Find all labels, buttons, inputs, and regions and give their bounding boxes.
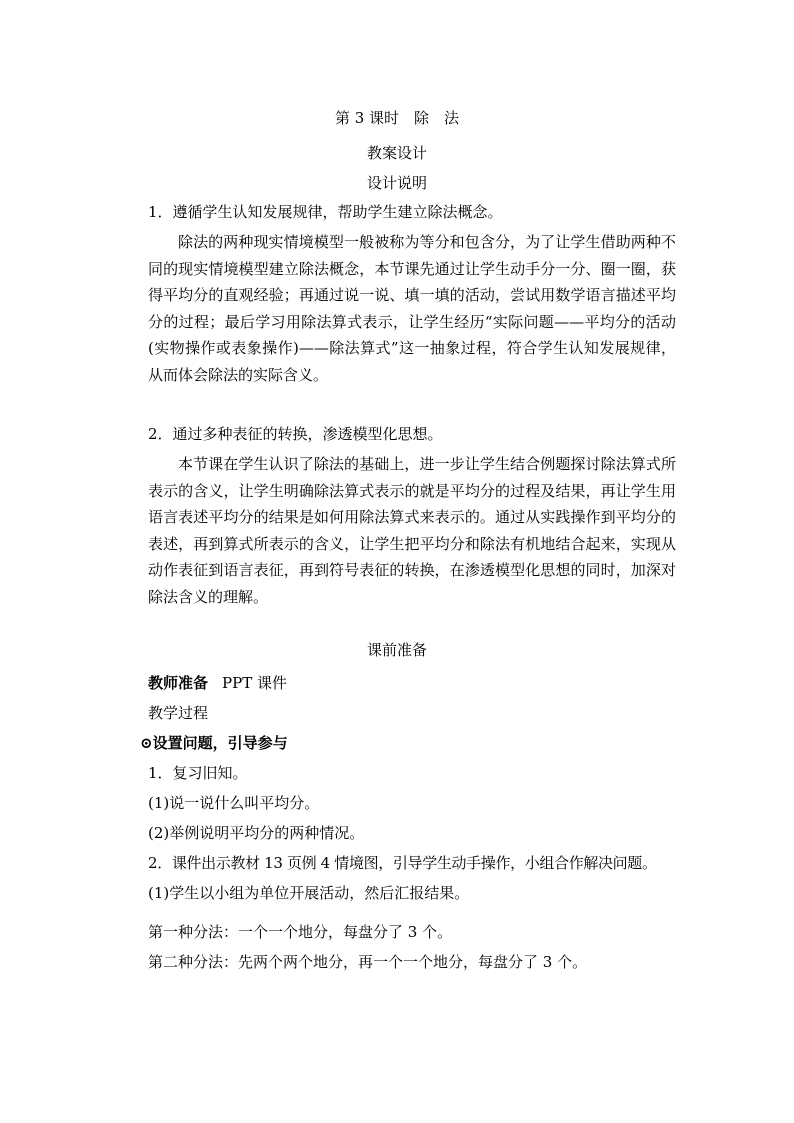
step2-1: (1)学生以小组为单位开展活动，然后汇报结果。 bbox=[148, 884, 470, 902]
process-heading: 教学过程 bbox=[148, 704, 209, 722]
heading-explain: 设计说明 bbox=[366, 174, 427, 192]
teacher-prep-value: PPT 课件 bbox=[222, 674, 287, 692]
heading-prep: 课前准备 bbox=[366, 641, 427, 659]
point2-text: 本节课在学生认识了除法的基础上，进一步让学生结合例题探讨除法算式所表示的含义，让学生明确除法算式表示的就是平均分的过程及结果，再让学生用语言表述平均分的结果是如何用除法算式来表示的。通过从实践操作到平均分的表述，再到算式所表示的含义，让学生把平均分和除法有机地结合起来，实现从动作表征到语言表征，再到符号表征的转换，在渗透模型化思想的同时，加深对除法含义的理解。 bbox=[148, 455, 676, 606]
heading-plan: 教案设计 bbox=[366, 144, 427, 162]
point1-title: 1．遵循学生认知发展规律，帮助学生建立除法概念。 bbox=[148, 203, 503, 221]
step1-2: (2)举例说明平均分的两种情况。 bbox=[148, 824, 365, 842]
method1: 第一种分法：一个一个地分，每盘分了 3 个。 bbox=[148, 923, 453, 941]
teacher-prep bbox=[148, 673, 287, 693]
step1-1: (1)说一说什么叫平均分。 bbox=[148, 794, 320, 812]
step1: 1．复习旧知。 bbox=[148, 764, 248, 782]
section-heading: ⊙设置问题，引导参与 bbox=[140, 734, 288, 752]
teacher-prep-label: 教师准备 bbox=[148, 674, 209, 692]
method2: 第二种分法：先两个两个地分，再一个一个地分，每盘分了 3 个。 bbox=[148, 953, 588, 971]
point1-text: 除法的两种现实情境模型一般被称为等分和包含分，为了让学生借助两种不同的现实情境模型建立除法概念，本节课先通过让学生动手分一分、圈一圈，获得平均分的直观经验；再通过说一说、填一填的活动，尝试用数学语言描述平均分的过程；最后学习用除法算式表示，让学生经历“实际问题——平均分的活动(实物操作或表象操作)——除法算式”这一抽象过程，符合学生认知发展规律，从而体会除法的实际含义。 bbox=[148, 233, 676, 384]
step2: 2．课件出示教材 13 页例 4 情境图，引导学生动手操作，小组合作解决问题。 bbox=[148, 854, 657, 872]
point2-title: 2．通过多种表征的转换，渗透模型化思想。 bbox=[148, 425, 443, 443]
lesson-title: 第 3 课时 除 法 bbox=[334, 109, 460, 127]
